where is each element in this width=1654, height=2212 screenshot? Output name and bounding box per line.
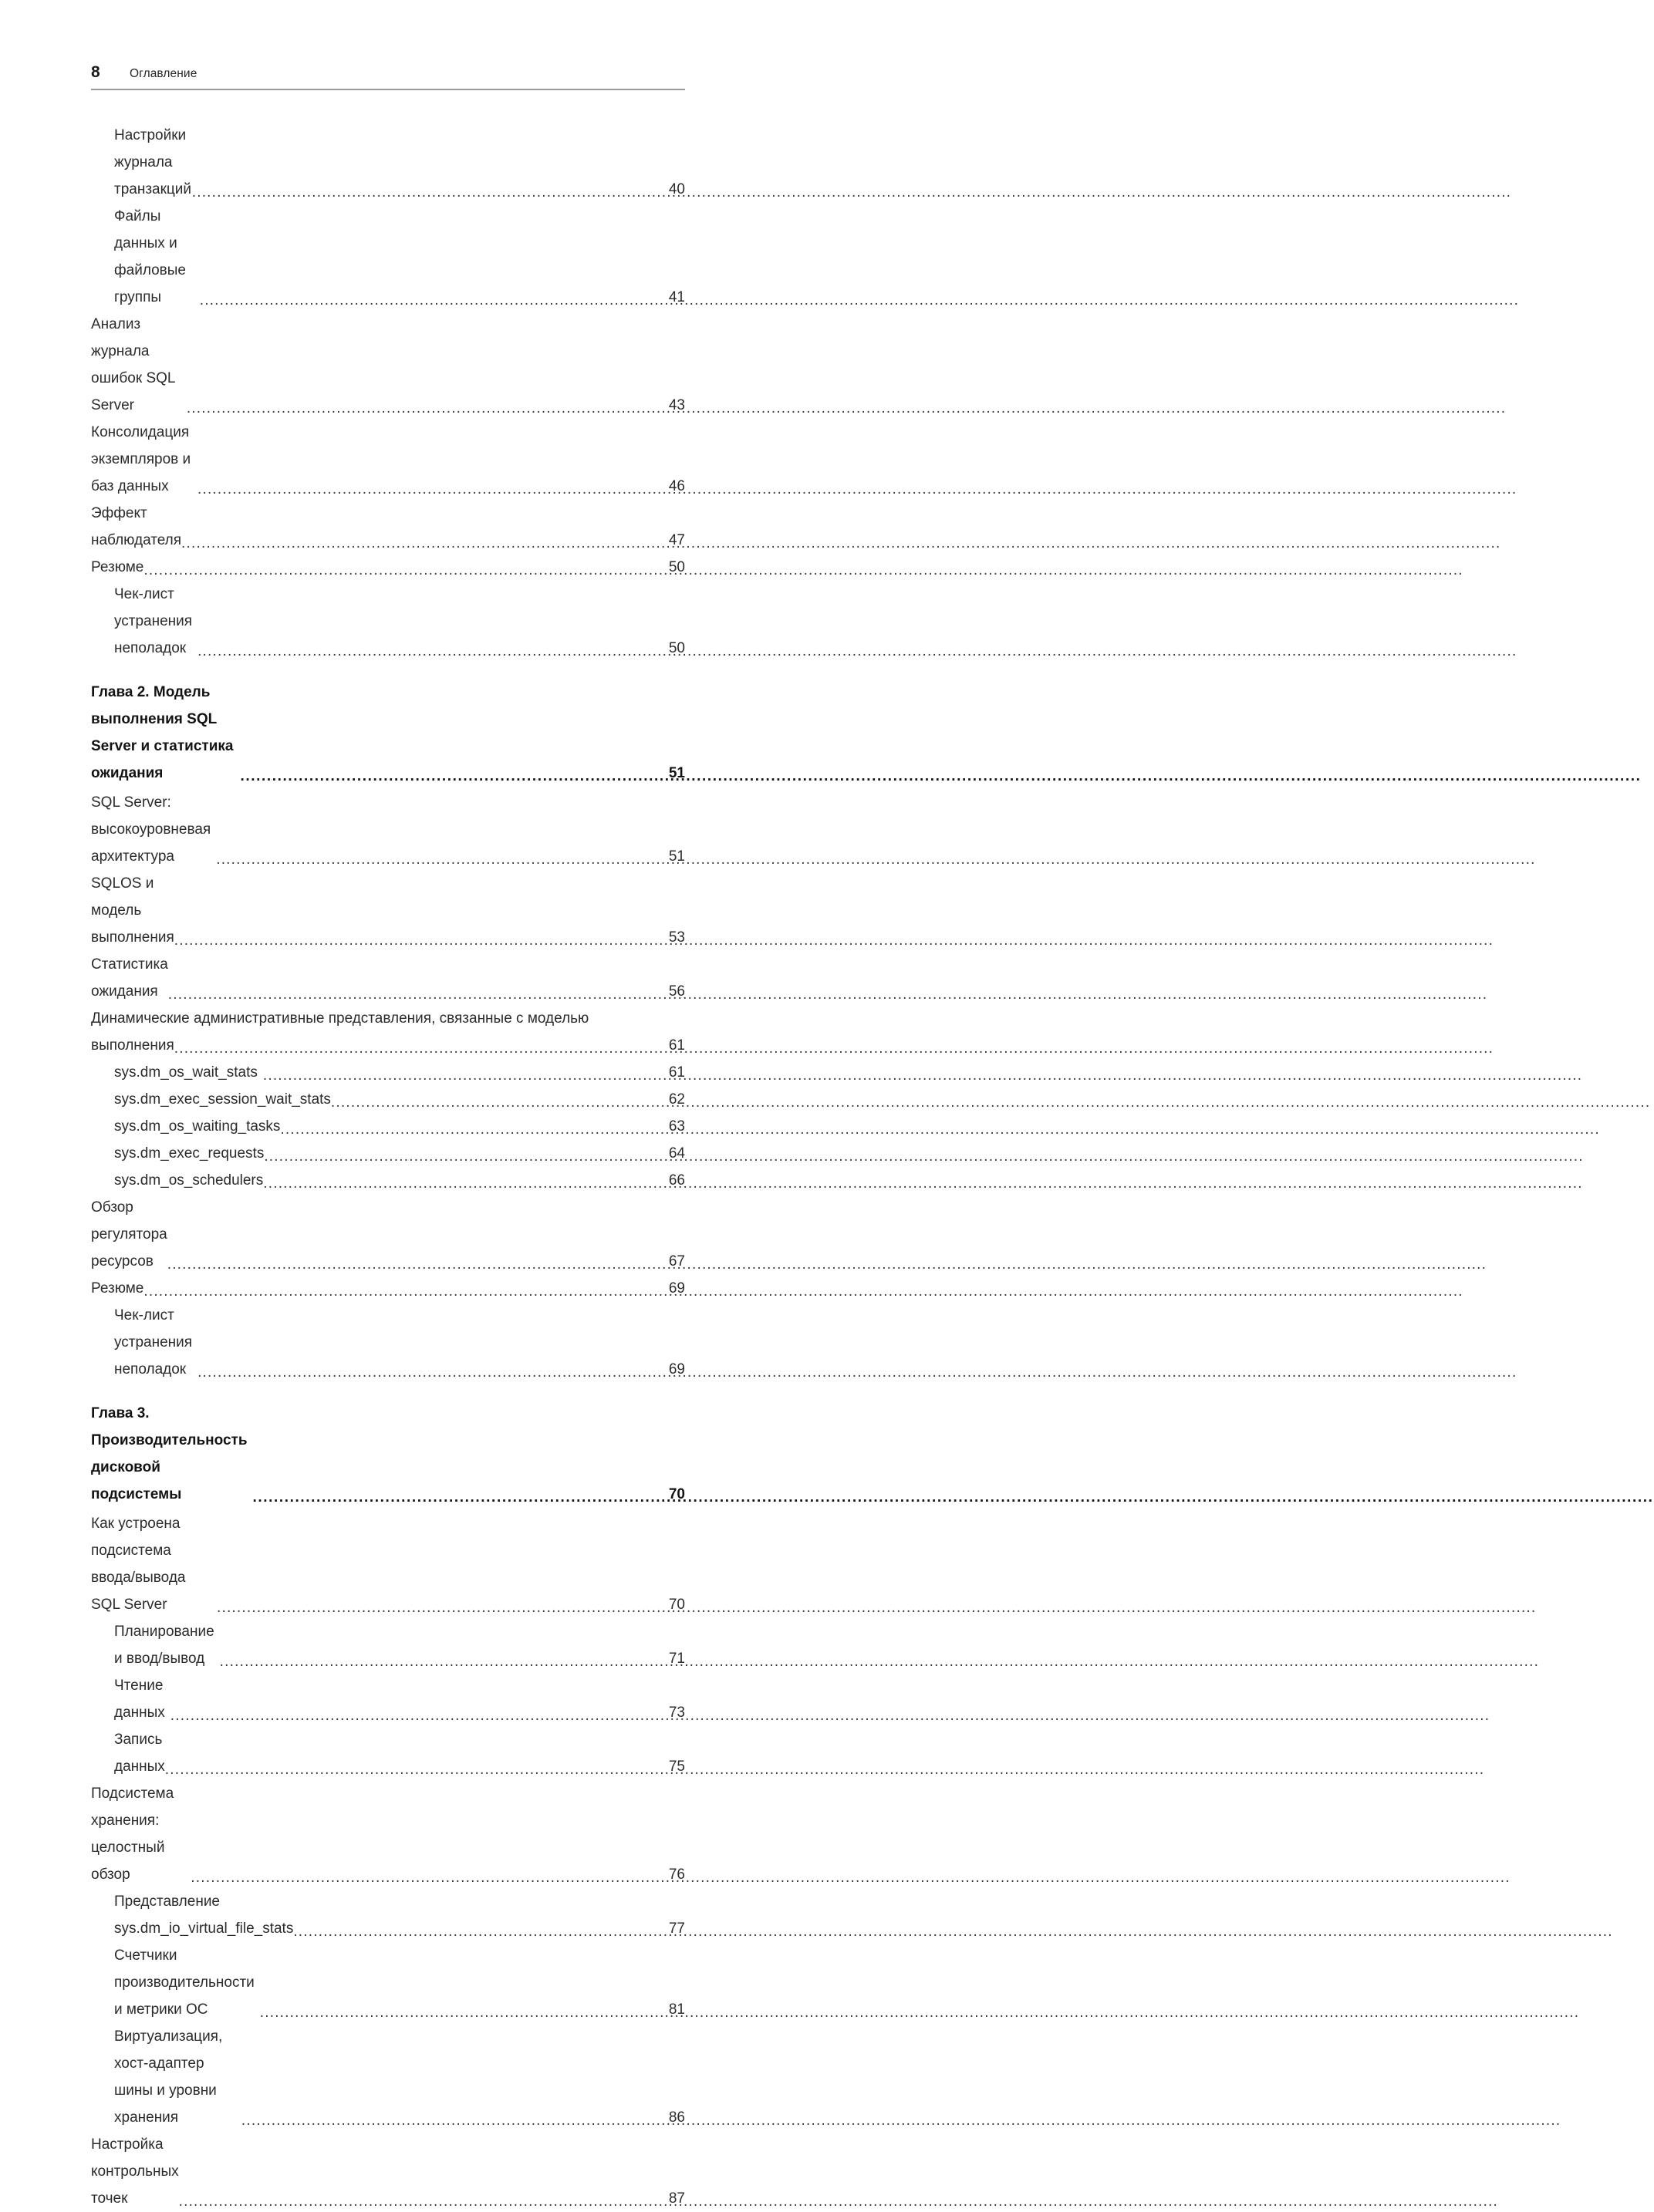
toc-dot-leader [280,1122,667,1137]
toc-dot-leader [191,1870,668,1885]
toc-entry-page-number: 62 [668,1091,685,1108]
toc-entry-title: Настройки журнала транзакций [114,127,192,197]
toc-entry-page-number: 40 [668,181,685,197]
toc-entry-title: Резюме [91,559,144,575]
toc-entry-title: Анализ журнала ошибок SQL Server [91,316,175,413]
toc-entry-title: Настройка контрольных точек [91,2136,179,2207]
toc-entry-page-number: 63 [668,1118,685,1135]
toc-entry-page-number: 61 [668,1064,685,1081]
toc-dot-leader [220,1654,668,1669]
toc-entry-page-number: 61 [668,1037,685,1054]
toc-entry-page-number: 43 [668,397,685,413]
toc-entry-title: Консолидация экземпляров и баз данных [91,424,191,494]
toc-dot-leader [197,482,668,497]
toc-entry[interactable] [91,1005,685,1059]
toc-entry[interactable] [91,1059,685,1086]
toc-dot-leader [181,536,668,551]
toc-entry-page-number: 50 [668,559,685,575]
toc-dot-leader [293,1924,668,1939]
toc-dot-leader [241,769,668,784]
toc-dot-leader [168,987,668,1002]
toc-entry[interactable] [91,789,685,870]
toc-entry[interactable] [91,1888,685,1942]
toc-dot-leader [263,1176,668,1191]
toc-entry-page-number: 76 [668,1866,685,1883]
toc-entry[interactable] [91,203,685,311]
table-of-contents-list [91,122,685,2212]
toc-entry[interactable] [91,1086,685,1113]
toc-entry-title: Файлы данных и файловые группы [114,208,186,305]
running-head [91,63,685,82]
toc-entry-title: Виртуализация, хост-адаптер шины и уровни хранения [114,2028,223,2126]
toc-entry[interactable] [91,1194,685,1275]
toc-dot-leader [241,2113,668,2128]
toc-entry[interactable] [91,1167,685,1194]
toc-dot-leader [200,293,668,308]
toc-entry-page-number: 51 [668,765,685,781]
toc-entry-page-number: 73 [668,1705,685,1721]
toc-dot-leader [216,852,668,867]
toc-dot-leader [197,1365,668,1380]
toc-entry-title: Планирование и ввод/вывод [114,1624,214,1667]
toc-dot-leader [263,1068,668,1083]
toc-entry-title: Чек-лист устранения неполадок [114,586,193,656]
toc-entry-title-line-1 [91,1005,685,1032]
toc-entry-title-line-2 [91,1032,685,1059]
toc-entry-title: Подсистема хранения: целостный обзор [91,1785,174,1883]
toc-entry-title: Эффект наблюдателя [91,505,182,548]
toc-entry-title: Запись данных [114,1731,165,1775]
toc-entry[interactable] [91,1113,685,1140]
toc-entry-page-number: 46 [668,478,685,494]
toc-entry[interactable] [91,1672,685,1726]
toc-entry-title: sys.dm_os_waiting_tasks [114,1118,281,1135]
toc-entry-page-number: 53 [668,929,685,946]
toc-entry-page-number: 56 [668,983,685,1000]
toc-entry-page-number: 47 [668,532,685,548]
toc-dot-leader [260,2005,668,2020]
toc-entry-page-number: 66 [668,1172,685,1189]
toc-entry-title: Резюме [91,1280,144,1297]
toc-dot-leader [174,1041,668,1056]
toc-entry[interactable] [91,1510,685,1618]
toc-entry-title: sys.dm_exec_session_wait_stats [114,1091,331,1108]
toc-entry-page-number: 86 [668,2109,685,2126]
toc-entry-page-number: 64 [668,1145,685,1162]
toc-page [0,0,771,2207]
toc-dot-leader [167,1257,668,1272]
toc-entry-page-number: 50 [668,640,685,656]
toc-entry[interactable] [91,870,685,951]
toc-entry[interactable] [91,1140,685,1167]
toc-entry-page-number: 67 [668,1253,685,1270]
toc-entry-title: Как устроена подсистема ввода/вывода SQL Server [91,1516,186,1613]
toc-entry[interactable] [91,2023,685,2131]
toc-dot-leader [143,563,667,578]
toc-entry-title: выполнения [91,1037,174,1054]
toc-entry[interactable] [91,554,685,581]
toc-entry[interactable] [91,419,685,500]
toc-dot-leader [253,1490,668,1505]
toc-entry-title: Статистика ожидания [91,956,168,1000]
toc-dot-leader [187,401,668,416]
toc-dot-leader [197,644,668,659]
toc-chapter-entry[interactable] [91,679,685,787]
toc-entry-page-number: 75 [668,1758,685,1775]
toc-entry[interactable] [91,2131,685,2212]
toc-entry-title: Счетчики производительности и метрики ОС [114,1947,255,2018]
toc-entry-page-number: 81 [668,2001,685,2018]
toc-entry-title: sys.dm_os_wait_stats [114,1064,258,1081]
toc-dot-leader [192,185,668,200]
toc-entry-page-number: 41 [668,289,685,305]
toc-entry[interactable] [91,951,685,1005]
running-head-title: Оглавление [130,67,197,80]
toc-entry-page-number: 77 [668,1920,685,1937]
toc-dot-leader [170,1708,668,1723]
toc-entry[interactable] [91,1942,685,2023]
toc-entry-title: Глава 2. Модель выполнения SQL Server и статистика ожидания [91,684,234,781]
toc-entry-title: Чтение данных [114,1678,165,1721]
toc-entry-page-number: 71 [668,1651,685,1667]
toc-entry[interactable] [91,1780,685,1888]
toc-dot-leader [165,1762,668,1777]
toc-dot-leader [143,1284,667,1299]
toc-entry[interactable] [91,122,685,203]
toc-entry-page-number: 70 [668,1486,685,1502]
toc-dot-leader [174,933,668,948]
toc-entry[interactable] [91,1302,685,1383]
toc-entry-title: SQLOS и модель выполнения [91,875,174,946]
toc-entry-title: sys.dm_exec_requests [114,1145,265,1162]
toc-entry-page-number: 51 [668,848,685,865]
toc-entry-title: Представление sys.dm_io_virtual_file_stats [114,1893,294,1937]
toc-entry-page-number: 69 [668,1361,685,1377]
toc-entry[interactable] [91,581,685,662]
toc-entry-page-number: 87 [668,2190,685,2207]
toc-dot-leader [264,1149,668,1164]
toc-dot-leader [331,1095,668,1110]
toc-entry[interactable] [91,311,685,419]
toc-entry-page-number: 69 [668,1280,685,1297]
toc-entry[interactable] [91,1726,685,1780]
toc-entry-title: Глава 3. Производительность дисковой подсистемы [91,1405,248,1502]
toc-entry-title: Чек-лист устранения неполадок [114,1307,193,1377]
header-divider-rule [91,89,685,90]
toc-entry[interactable] [91,1275,685,1302]
page-number-folio: 8 [91,63,100,81]
toc-dot-leader [217,1600,668,1615]
toc-entry-title: sys.dm_os_schedulers [114,1172,264,1189]
toc-entry-title: Обзор регулятора ресурсов [91,1199,167,1270]
toc-dot-leader [179,2194,668,2209]
toc-chapter-entry[interactable] [91,1400,685,1508]
toc-entry[interactable] [91,1618,685,1672]
toc-entry[interactable] [91,500,685,554]
toc-entry-page-number: 70 [668,1597,685,1613]
toc-entry-title: Динамические административные представления, связанные с моделью [91,1010,589,1027]
toc-entry-title: SQL Server: высокоуровневая архитектура [91,794,211,865]
